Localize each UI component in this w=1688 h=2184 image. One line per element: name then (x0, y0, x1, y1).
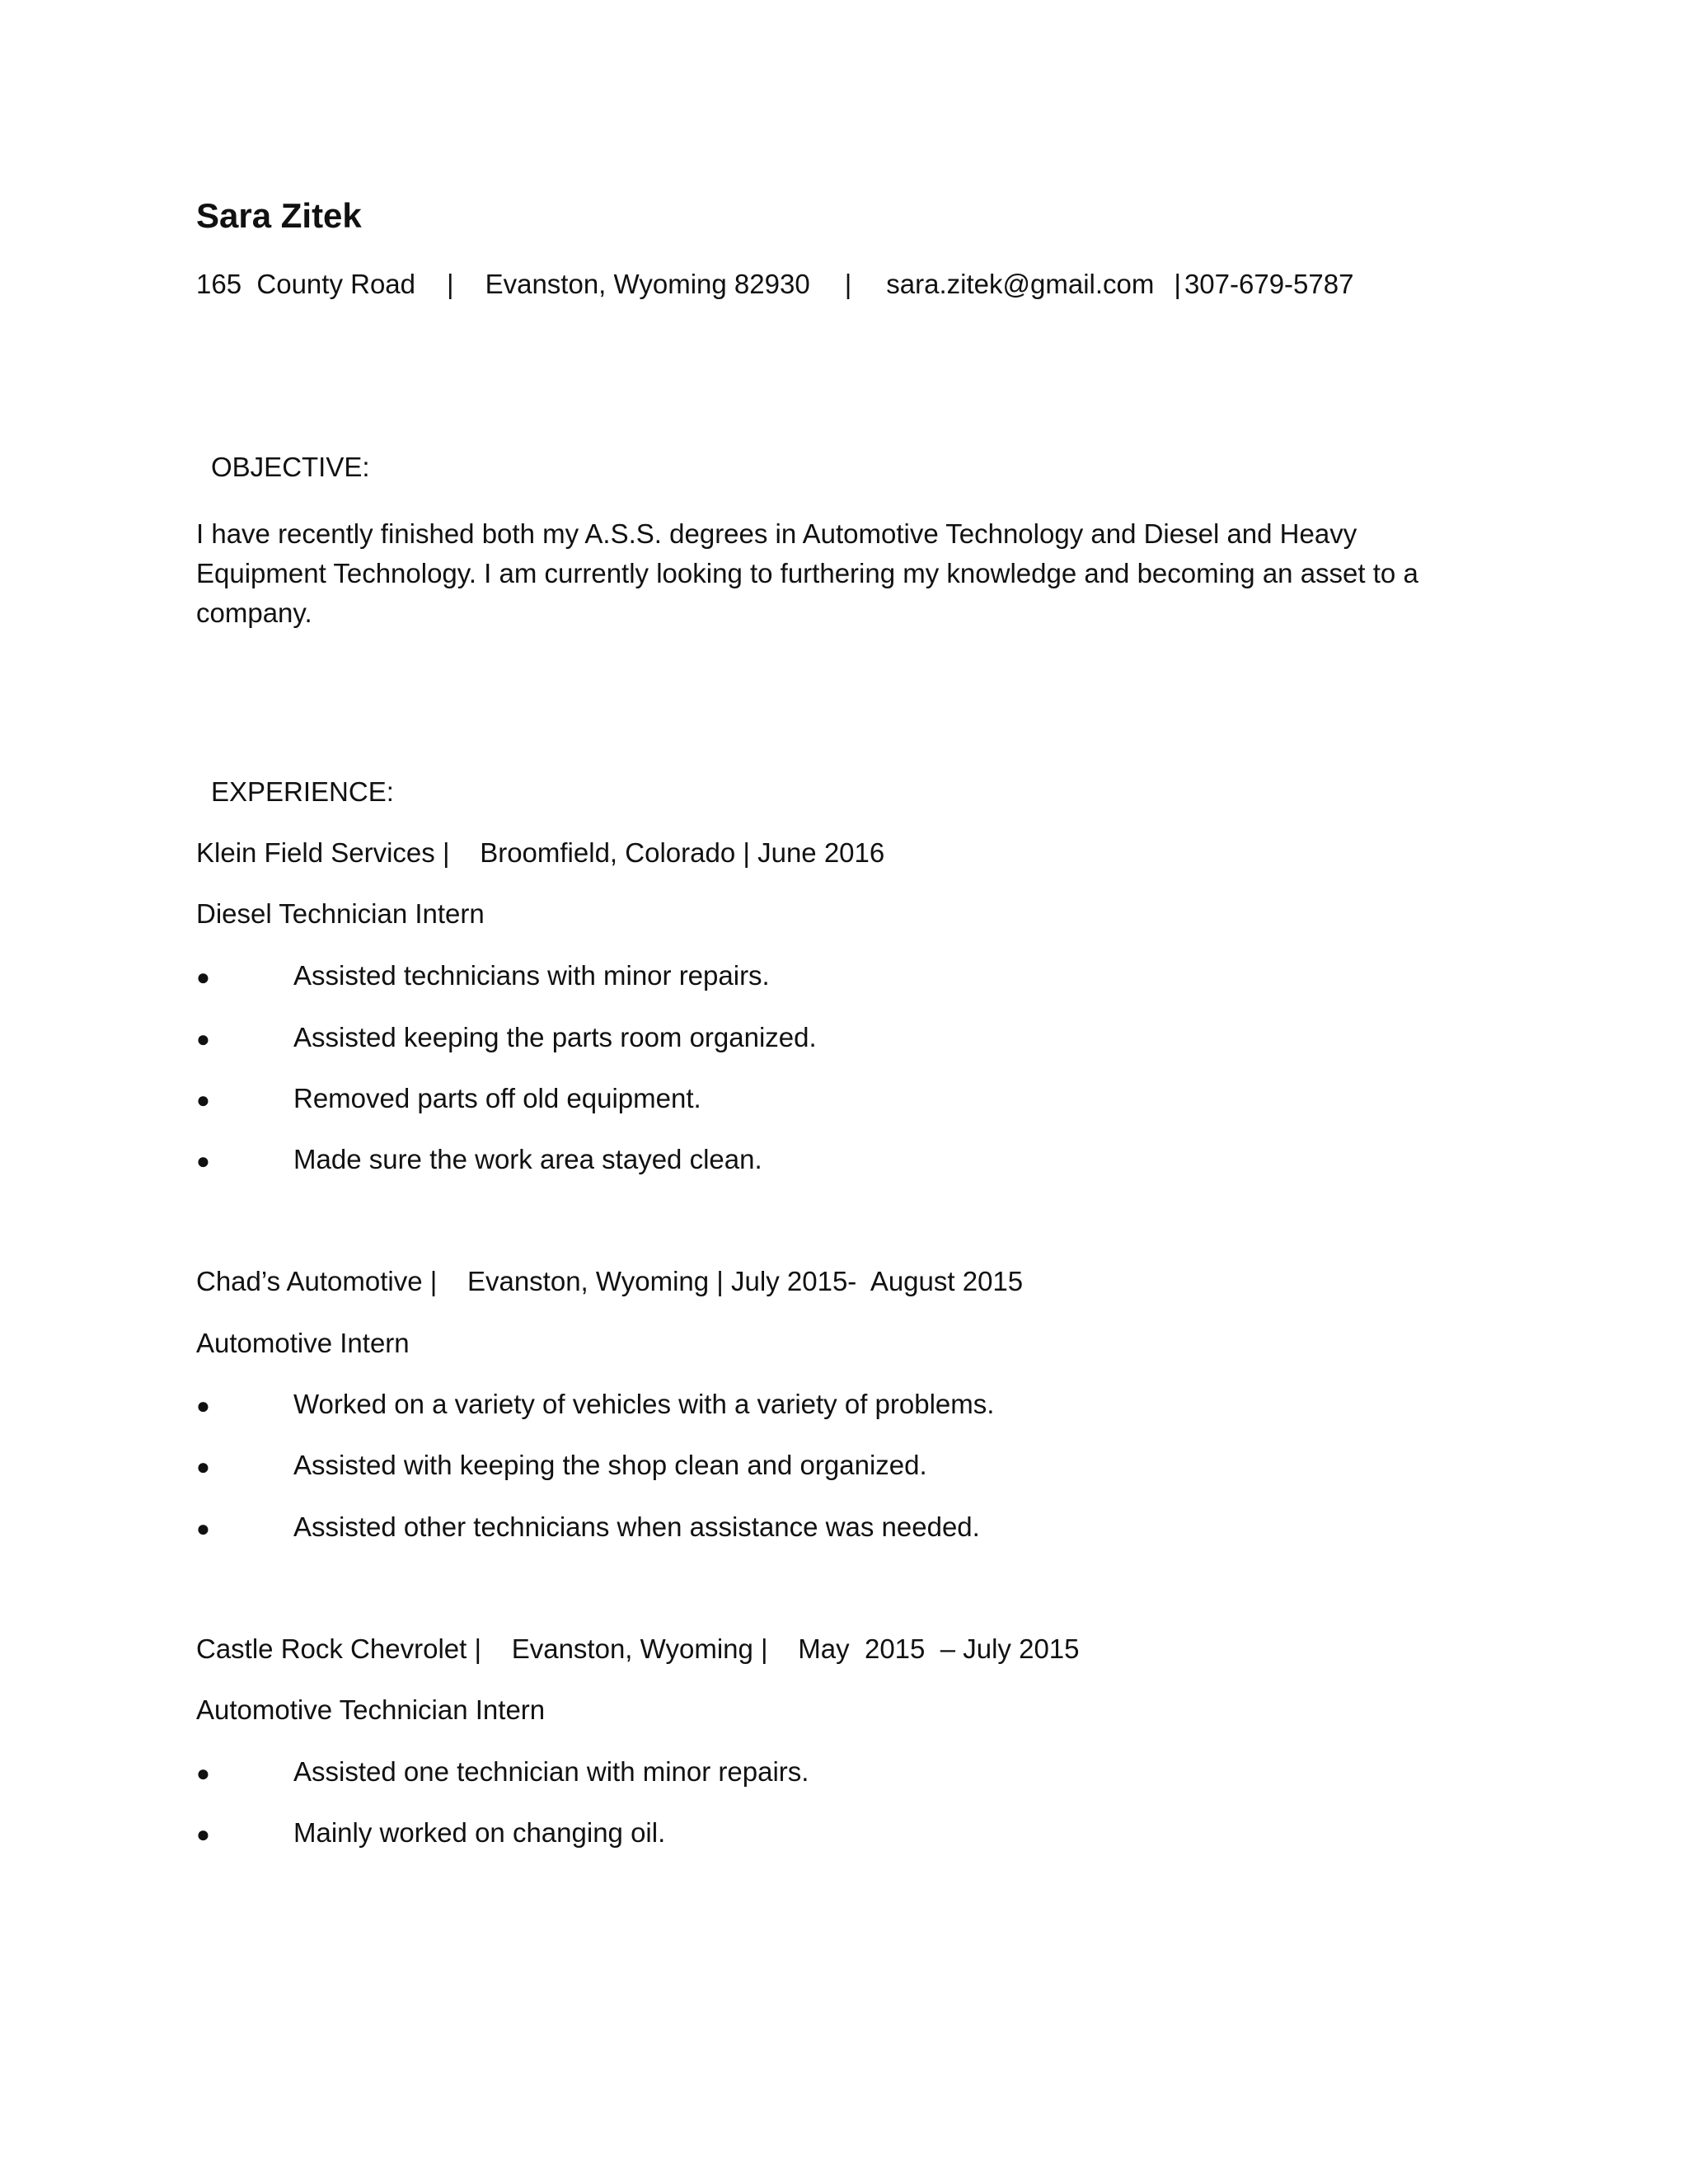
bullet-item (196, 1144, 762, 1175)
bullet-icon: ● (196, 964, 210, 990)
bullet-icon: ● (196, 1516, 210, 1541)
bullet-text: Removed parts off old equipment. (293, 1083, 701, 1113)
bullet-text: Mainly worked on changing oil. (293, 1817, 666, 1848)
objective-heading: OBJECTIVE: (211, 452, 370, 482)
bullet-icon: ● (196, 1760, 210, 1786)
bullet-icon: ● (196, 1148, 210, 1174)
job-heading: Castle Rock Chevrolet | Evanston, Wyoming | May 2015 – July 2015 (196, 1633, 1080, 1664)
job-title: Automotive Technician Intern (196, 1694, 546, 1725)
job-heading: Klein Field Services | Broomfield, Colorado | June 2016 (196, 837, 885, 868)
bullet-item (196, 1083, 701, 1114)
bullet-text: Made sure the work area stayed clean. (293, 1144, 762, 1174)
contact-email: sara.zitek@gmail.com (886, 269, 1155, 299)
contact-separator: | (1174, 269, 1181, 299)
bullet-icon: ● (196, 1821, 210, 1847)
contact-address: 165 County Road (196, 269, 416, 299)
contact-separator: | (844, 269, 852, 299)
bullet-item (196, 960, 770, 991)
bullet-text: Assisted one technician with minor repairs. (293, 1756, 809, 1787)
bullet-item (196, 1389, 994, 1420)
contact-separator: | (447, 269, 454, 299)
contact-phone: 307-679-5787 (1184, 269, 1354, 299)
bullet-icon: ● (196, 1454, 210, 1479)
bullet-item (196, 1817, 665, 1849)
bullet-text: Assisted technicians with minor repairs. (293, 960, 770, 991)
contact-city: Evanston, Wyoming 82930 (485, 269, 810, 299)
objective-text: I have recently finished both my A.S.S. degrees in Automotive Technology and Diesel and Heavy Equipment Technology. I am currently looking to furthering my knowledge and becoming an asset to a company. (196, 518, 1418, 628)
bullet-item (196, 1511, 980, 1543)
bullet-text: Assisted with keeping the shop clean and organized. (293, 1450, 927, 1480)
bullet-item (196, 1450, 927, 1481)
bullet-text: Assisted other technicians when assistance was needed. (293, 1511, 980, 1542)
bullet-icon: ● (196, 1026, 210, 1052)
experience-heading: EXPERIENCE: (211, 776, 394, 807)
bullet-item (196, 1756, 809, 1788)
job-title: Automotive Intern (196, 1328, 410, 1358)
bullet-item (196, 1022, 817, 1053)
bullet-icon: ● (196, 1393, 210, 1418)
resume-name: Sara Zitek (196, 196, 362, 235)
contact-line (196, 269, 1353, 300)
bullet-icon: ● (196, 1087, 210, 1113)
bullet-text: Worked on a variety of vehicles with a variety of problems. (293, 1389, 995, 1419)
bullet-text: Assisted keeping the parts room organized. (293, 1022, 817, 1052)
job-title: Diesel Technician Intern (196, 898, 485, 929)
job-heading: Chad’s Automotive | Evanston, Wyoming | July 2015- August 2015 (196, 1266, 1024, 1296)
